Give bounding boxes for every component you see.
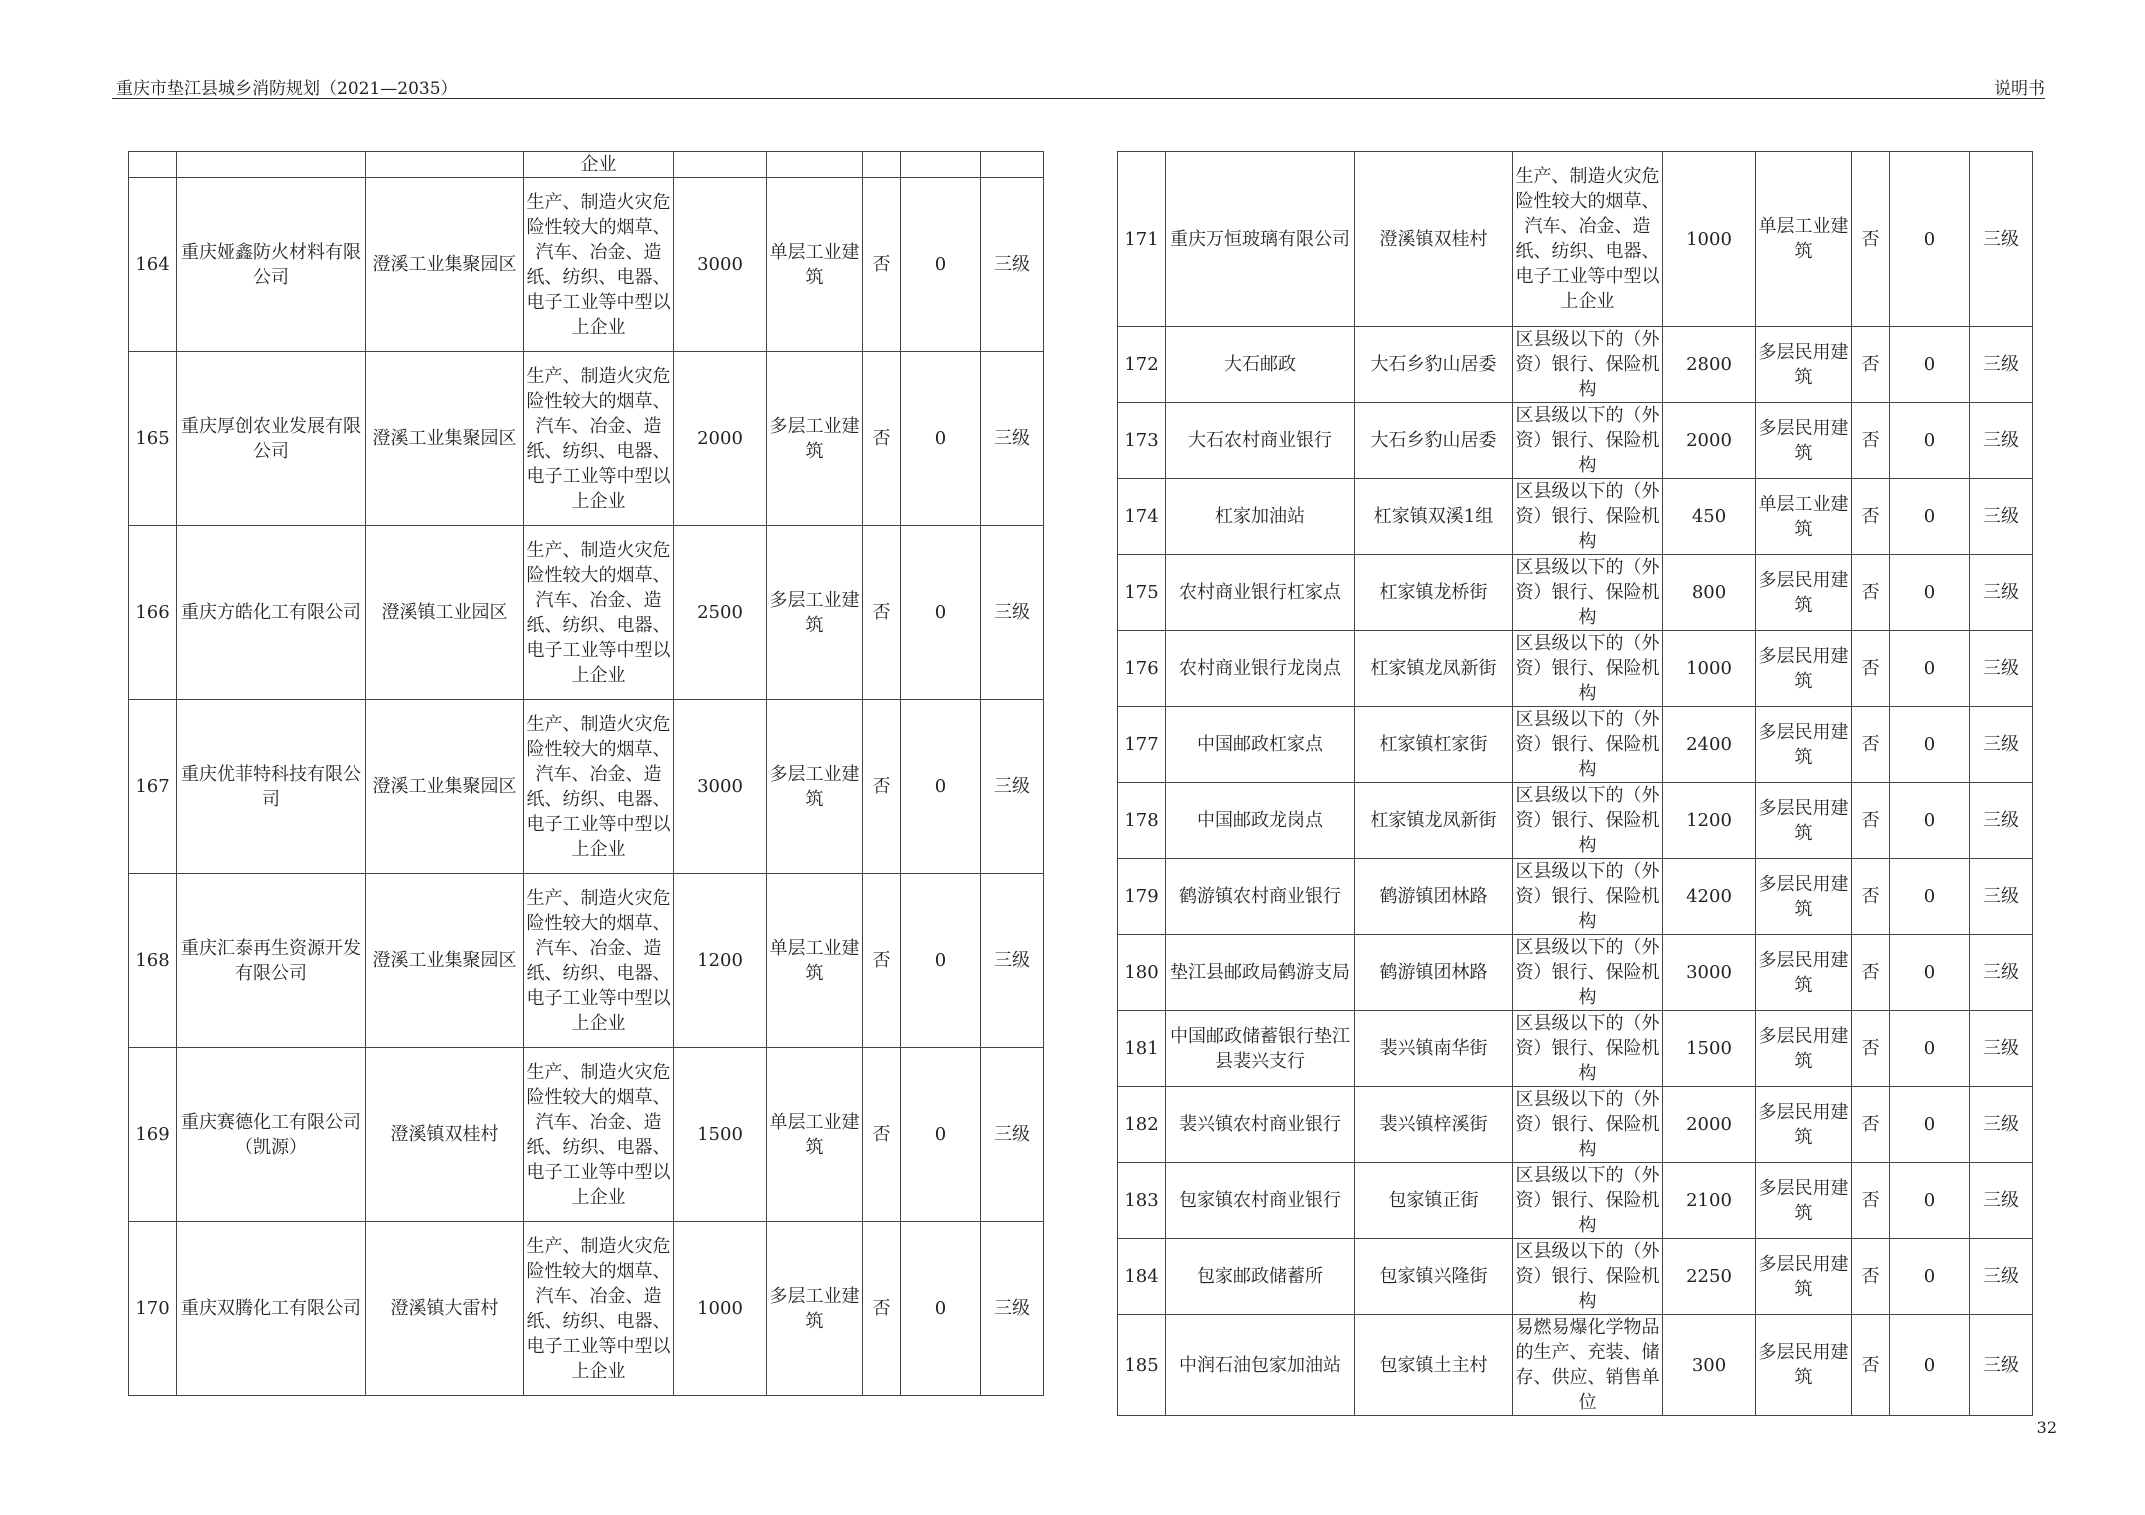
level-cell: 三级 [981,700,1044,874]
level-cell: 三级 [981,352,1044,526]
count-cell: 0 [1890,1315,1970,1416]
flag-cell: 否 [1852,479,1890,555]
flag-cell: 否 [1852,1087,1890,1163]
area-cell: 1500 [674,1048,767,1222]
row-number-cell: 171 [1118,152,1166,327]
category-cell: 区县级以下的（外资）银行、保险机构 [1513,555,1663,631]
area-cell: 1500 [1663,1011,1756,1087]
row-number-cell: 176 [1118,631,1166,707]
building-type-cell: 单层工业建筑 [1756,479,1852,555]
row-number-cell: 167 [129,700,177,874]
building-type-cell: 多层民用建筑 [1756,783,1852,859]
page-number: 32 [2036,1418,2057,1437]
building-type-cell: 单层工业建筑 [767,1048,863,1222]
count-cell: 0 [1890,1239,1970,1315]
location-cell: 大石乡豹山居委 [1355,403,1513,479]
building-type-cell: 多层民用建筑 [1756,707,1852,783]
unit-name-cell: 鹤游镇农村商业银行 [1166,859,1355,935]
category-cell: 区县级以下的（外资）银行、保险机构 [1513,1011,1663,1087]
area-cell: 2800 [1663,327,1756,403]
location-cell: 裴兴镇梓溪街 [1355,1087,1513,1163]
flag-cell: 否 [863,352,901,526]
row-number-cell: 174 [1118,479,1166,555]
flag-cell: 否 [1852,1315,1890,1416]
table-row [129,700,1044,874]
category-cell: 区县级以下的（外资）银行、保险机构 [1513,631,1663,707]
building-type-cell: 多层工业建筑 [767,1222,863,1396]
level-cell: 三级 [1970,1087,2033,1163]
table-row [129,352,1044,526]
location-cell: 澄溪工业集聚园区 [366,178,524,352]
unit-name-cell: 杠家加油站 [1166,479,1355,555]
flag-cell: 否 [1852,403,1890,479]
row-number-cell: 184 [1118,1239,1166,1315]
table-row [129,526,1044,700]
level-cell [981,152,1044,178]
table-row [1118,555,2033,631]
category-cell: 区县级以下的（外资）银行、保险机构 [1513,783,1663,859]
row-number-cell: 178 [1118,783,1166,859]
flag-cell: 否 [863,874,901,1048]
location-cell [366,152,524,178]
table-row [1118,1087,2033,1163]
location-cell: 澄溪工业集聚园区 [366,352,524,526]
flag-cell: 否 [863,1222,901,1396]
building-type-cell: 多层工业建筑 [767,526,863,700]
unit-name-cell: 中国邮政杠家点 [1166,707,1355,783]
location-cell: 杠家镇龙桥街 [1355,555,1513,631]
area-cell: 2400 [1663,707,1756,783]
building-type-cell: 多层民用建筑 [1756,1163,1852,1239]
category-cell: 生产、制造火灾危险性较大的烟草、汽车、冶金、造纸、纺织、电器、电子工业等中型以上企业 [524,352,674,526]
location-cell: 包家镇正街 [1355,1163,1513,1239]
area-cell: 1200 [1663,783,1756,859]
unit-name-cell: 重庆赛德化工有限公司（凯源） [177,1048,366,1222]
location-cell: 澄溪镇双桂村 [1355,152,1513,327]
unit-name-cell: 重庆方皓化工有限公司 [177,526,366,700]
row-number-cell: 168 [129,874,177,1048]
row-number-cell: 180 [1118,935,1166,1011]
row-number-cell: 165 [129,352,177,526]
count-cell: 0 [1890,1163,1970,1239]
count-cell: 0 [1890,403,1970,479]
building-type-cell: 多层工业建筑 [767,352,863,526]
location-cell: 包家镇兴隆街 [1355,1239,1513,1315]
building-type-cell: 多层民用建筑 [1756,935,1852,1011]
building-type-cell: 单层工业建筑 [767,874,863,1048]
flag-cell: 否 [1852,1239,1890,1315]
table-row [1118,479,2033,555]
unit-name-cell: 重庆娅鑫防火材料有限公司 [177,178,366,352]
row-number-cell: 170 [129,1222,177,1396]
level-cell: 三级 [981,1048,1044,1222]
count-cell [901,152,981,178]
row-number-cell: 173 [1118,403,1166,479]
building-type-cell: 多层民用建筑 [1756,403,1852,479]
table-row [129,178,1044,352]
building-type-cell: 多层民用建筑 [1756,555,1852,631]
category-cell: 区县级以下的（外资）银行、保险机构 [1513,1087,1663,1163]
row-number-cell [129,152,177,178]
level-cell: 三级 [1970,555,2033,631]
row-number-cell: 177 [1118,707,1166,783]
unit-name-cell: 大石农村商业银行 [1166,403,1355,479]
table-row [1118,783,2033,859]
location-cell: 包家镇土主村 [1355,1315,1513,1416]
area-cell: 2000 [1663,403,1756,479]
building-type-cell: 单层工业建筑 [1756,152,1852,327]
table-row [1118,403,2033,479]
unit-name-cell: 重庆汇泰再生资源开发有限公司 [177,874,366,1048]
row-number-cell: 164 [129,178,177,352]
table-row [1118,152,2033,327]
count-cell: 0 [1890,1087,1970,1163]
unit-name-cell: 重庆双腾化工有限公司 [177,1222,366,1396]
table-row [1118,1163,2033,1239]
count-cell: 0 [1890,935,1970,1011]
count-cell: 0 [1890,783,1970,859]
level-cell: 三级 [981,874,1044,1048]
flag-cell: 否 [1852,1163,1890,1239]
area-cell: 3000 [1663,935,1756,1011]
count-cell: 0 [901,178,981,352]
row-number-cell: 181 [1118,1011,1166,1087]
level-cell: 三级 [1970,1011,2033,1087]
unit-name-cell: 中国邮政储蓄银行垫江县裴兴支行 [1166,1011,1355,1087]
category-cell: 生产、制造火灾危险性较大的烟草、汽车、冶金、造纸、纺织、电器、电子工业等中型以上企业 [524,1048,674,1222]
building-type-cell: 多层民用建筑 [1756,1239,1852,1315]
table-row [1118,631,2033,707]
location-cell: 澄溪镇双桂村 [366,1048,524,1222]
document-header-title: 重庆市垫江县城乡消防规划（2021—2035） [116,79,458,99]
building-type-cell: 多层民用建筑 [1756,1315,1852,1416]
flag-cell: 否 [1852,935,1890,1011]
row-number-cell: 175 [1118,555,1166,631]
location-cell: 澄溪镇工业园区 [366,526,524,700]
area-cell: 1000 [1663,631,1756,707]
category-cell: 企业 [524,152,674,178]
building-type-cell: 单层工业建筑 [767,178,863,352]
count-cell: 0 [1890,479,1970,555]
table-row [1118,859,2033,935]
unit-name-cell: 垫江县邮政局鹤游支局 [1166,935,1355,1011]
level-cell: 三级 [1970,1163,2033,1239]
flag-cell: 否 [1852,152,1890,327]
flag-cell [863,152,901,178]
category-cell: 区县级以下的（外资）银行、保险机构 [1513,859,1663,935]
category-cell: 区县级以下的（外资）银行、保险机构 [1513,479,1663,555]
building-type-cell: 多层工业建筑 [767,700,863,874]
row-number-cell: 183 [1118,1163,1166,1239]
row-number-cell: 172 [1118,327,1166,403]
table-row [1118,1011,2033,1087]
table-row [1118,935,2033,1011]
category-cell: 区县级以下的（外资）银行、保险机构 [1513,403,1663,479]
table-row [1118,1239,2033,1315]
location-cell: 大石乡豹山居委 [1355,327,1513,403]
unit-name-cell: 重庆万恒玻璃有限公司 [1166,152,1355,327]
count-cell: 0 [1890,555,1970,631]
unit-name-cell [177,152,366,178]
location-cell: 鹤游镇团林路 [1355,859,1513,935]
building-type-cell: 多层民用建筑 [1756,327,1852,403]
location-cell: 澄溪工业集聚园区 [366,874,524,1048]
category-cell: 生产、制造火灾危险性较大的烟草、汽车、冶金、造纸、纺织、电器、电子工业等中型以上企业 [524,526,674,700]
building-type-cell: 多层民用建筑 [1756,1087,1852,1163]
level-cell: 三级 [1970,479,2033,555]
unit-name-cell: 中国邮政龙岗点 [1166,783,1355,859]
category-cell: 易燃易爆化学物品的生产、充装、储存、供应、销售单位 [1513,1315,1663,1416]
count-cell: 0 [901,1048,981,1222]
area-cell: 450 [1663,479,1756,555]
category-cell: 生产、制造火灾危险性较大的烟草、汽车、冶金、造纸、纺织、电器、电子工业等中型以上企业 [524,874,674,1048]
right-fire-safety-table [1117,151,2033,1416]
area-cell: 1000 [674,1222,767,1396]
table-row [1118,707,2033,783]
count-cell: 0 [1890,1011,1970,1087]
area-cell: 300 [1663,1315,1756,1416]
row-number-cell: 169 [129,1048,177,1222]
left-fire-safety-table [128,151,1044,1396]
level-cell: 三级 [1970,859,2033,935]
location-cell: 澄溪工业集聚园区 [366,700,524,874]
category-cell: 区县级以下的（外资）银行、保险机构 [1513,1239,1663,1315]
row-number-cell: 166 [129,526,177,700]
level-cell: 三级 [1970,707,2033,783]
table-row [129,152,1044,178]
table-row [129,874,1044,1048]
level-cell: 三级 [1970,935,2033,1011]
level-cell: 三级 [1970,152,2033,327]
count-cell: 0 [1890,859,1970,935]
level-cell: 三级 [981,526,1044,700]
count-cell: 0 [1890,707,1970,783]
unit-name-cell: 大石邮政 [1166,327,1355,403]
table-row [1118,1315,2033,1416]
category-cell: 区县级以下的（外资）银行、保险机构 [1513,935,1663,1011]
area-cell: 2250 [1663,1239,1756,1315]
unit-name-cell: 包家邮政储蓄所 [1166,1239,1355,1315]
document-header-label: 说明书 [1994,79,2045,99]
level-cell: 三级 [1970,327,2033,403]
area-cell: 3000 [674,178,767,352]
level-cell: 三级 [1970,783,2033,859]
area-cell: 1000 [1663,152,1756,327]
area-cell: 800 [1663,555,1756,631]
location-cell: 裴兴镇南华街 [1355,1011,1513,1087]
category-cell: 生产、制造火灾危险性较大的烟草、汽车、冶金、造纸、纺织、电器、电子工业等中型以上企业 [524,1222,674,1396]
building-type-cell: 多层民用建筑 [1756,1011,1852,1087]
unit-name-cell: 重庆优菲特科技有限公司 [177,700,366,874]
area-cell: 2000 [1663,1087,1756,1163]
flag-cell: 否 [1852,327,1890,403]
level-cell: 三级 [1970,1315,2033,1416]
level-cell: 三级 [981,178,1044,352]
location-cell: 杠家镇龙凤新街 [1355,783,1513,859]
location-cell: 杠家镇双溪1组 [1355,479,1513,555]
flag-cell: 否 [863,700,901,874]
building-type-cell: 多层民用建筑 [1756,631,1852,707]
flag-cell: 否 [863,178,901,352]
unit-name-cell: 包家镇农村商业银行 [1166,1163,1355,1239]
area-cell: 2100 [1663,1163,1756,1239]
unit-name-cell: 裴兴镇农村商业银行 [1166,1087,1355,1163]
table-row [1118,327,2033,403]
unit-name-cell: 中润石油包家加油站 [1166,1315,1355,1416]
location-cell: 杠家镇龙凤新街 [1355,631,1513,707]
table-row [129,1222,1044,1396]
location-cell: 鹤游镇团林路 [1355,935,1513,1011]
count-cell: 0 [1890,152,1970,327]
flag-cell: 否 [1852,783,1890,859]
category-cell: 区县级以下的（外资）银行、保险机构 [1513,707,1663,783]
category-cell: 区县级以下的（外资）银行、保险机构 [1513,1163,1663,1239]
unit-name-cell: 农村商业银行杠家点 [1166,555,1355,631]
count-cell: 0 [1890,631,1970,707]
category-cell: 生产、制造火灾危险性较大的烟草、汽车、冶金、造纸、纺织、电器、电子工业等中型以上企业 [524,178,674,352]
location-cell: 杠家镇杠家街 [1355,707,1513,783]
flag-cell: 否 [863,526,901,700]
level-cell: 三级 [1970,631,2033,707]
area-cell: 2500 [674,526,767,700]
unit-name-cell: 重庆厚创农业发展有限公司 [177,352,366,526]
count-cell: 0 [901,874,981,1048]
flag-cell: 否 [1852,631,1890,707]
category-cell: 生产、制造火灾危险性较大的烟草、汽车、冶金、造纸、纺织、电器、电子工业等中型以上企业 [1513,152,1663,327]
flag-cell: 否 [863,1048,901,1222]
flag-cell: 否 [1852,707,1890,783]
flag-cell: 否 [1852,555,1890,631]
location-cell: 澄溪镇大雷村 [366,1222,524,1396]
building-type-cell: 多层民用建筑 [1756,859,1852,935]
flag-cell: 否 [1852,859,1890,935]
table-row [129,1048,1044,1222]
count-cell: 0 [901,526,981,700]
area-cell: 4200 [1663,859,1756,935]
level-cell: 三级 [1970,403,2033,479]
area-cell: 2000 [674,352,767,526]
category-cell: 区县级以下的（外资）银行、保险机构 [1513,327,1663,403]
area-cell [674,152,767,178]
count-cell: 0 [1890,327,1970,403]
header-rule [112,98,2045,99]
flag-cell: 否 [1852,1011,1890,1087]
row-number-cell: 179 [1118,859,1166,935]
count-cell: 0 [901,352,981,526]
level-cell: 三级 [981,1222,1044,1396]
level-cell: 三级 [1970,1239,2033,1315]
count-cell: 0 [901,700,981,874]
unit-name-cell: 农村商业银行龙岗点 [1166,631,1355,707]
area-cell: 1200 [674,874,767,1048]
row-number-cell: 185 [1118,1315,1166,1416]
area-cell: 3000 [674,700,767,874]
category-cell: 生产、制造火灾危险性较大的烟草、汽车、冶金、造纸、纺织、电器、电子工业等中型以上企业 [524,700,674,874]
building-type-cell [767,152,863,178]
count-cell: 0 [901,1222,981,1396]
row-number-cell: 182 [1118,1087,1166,1163]
